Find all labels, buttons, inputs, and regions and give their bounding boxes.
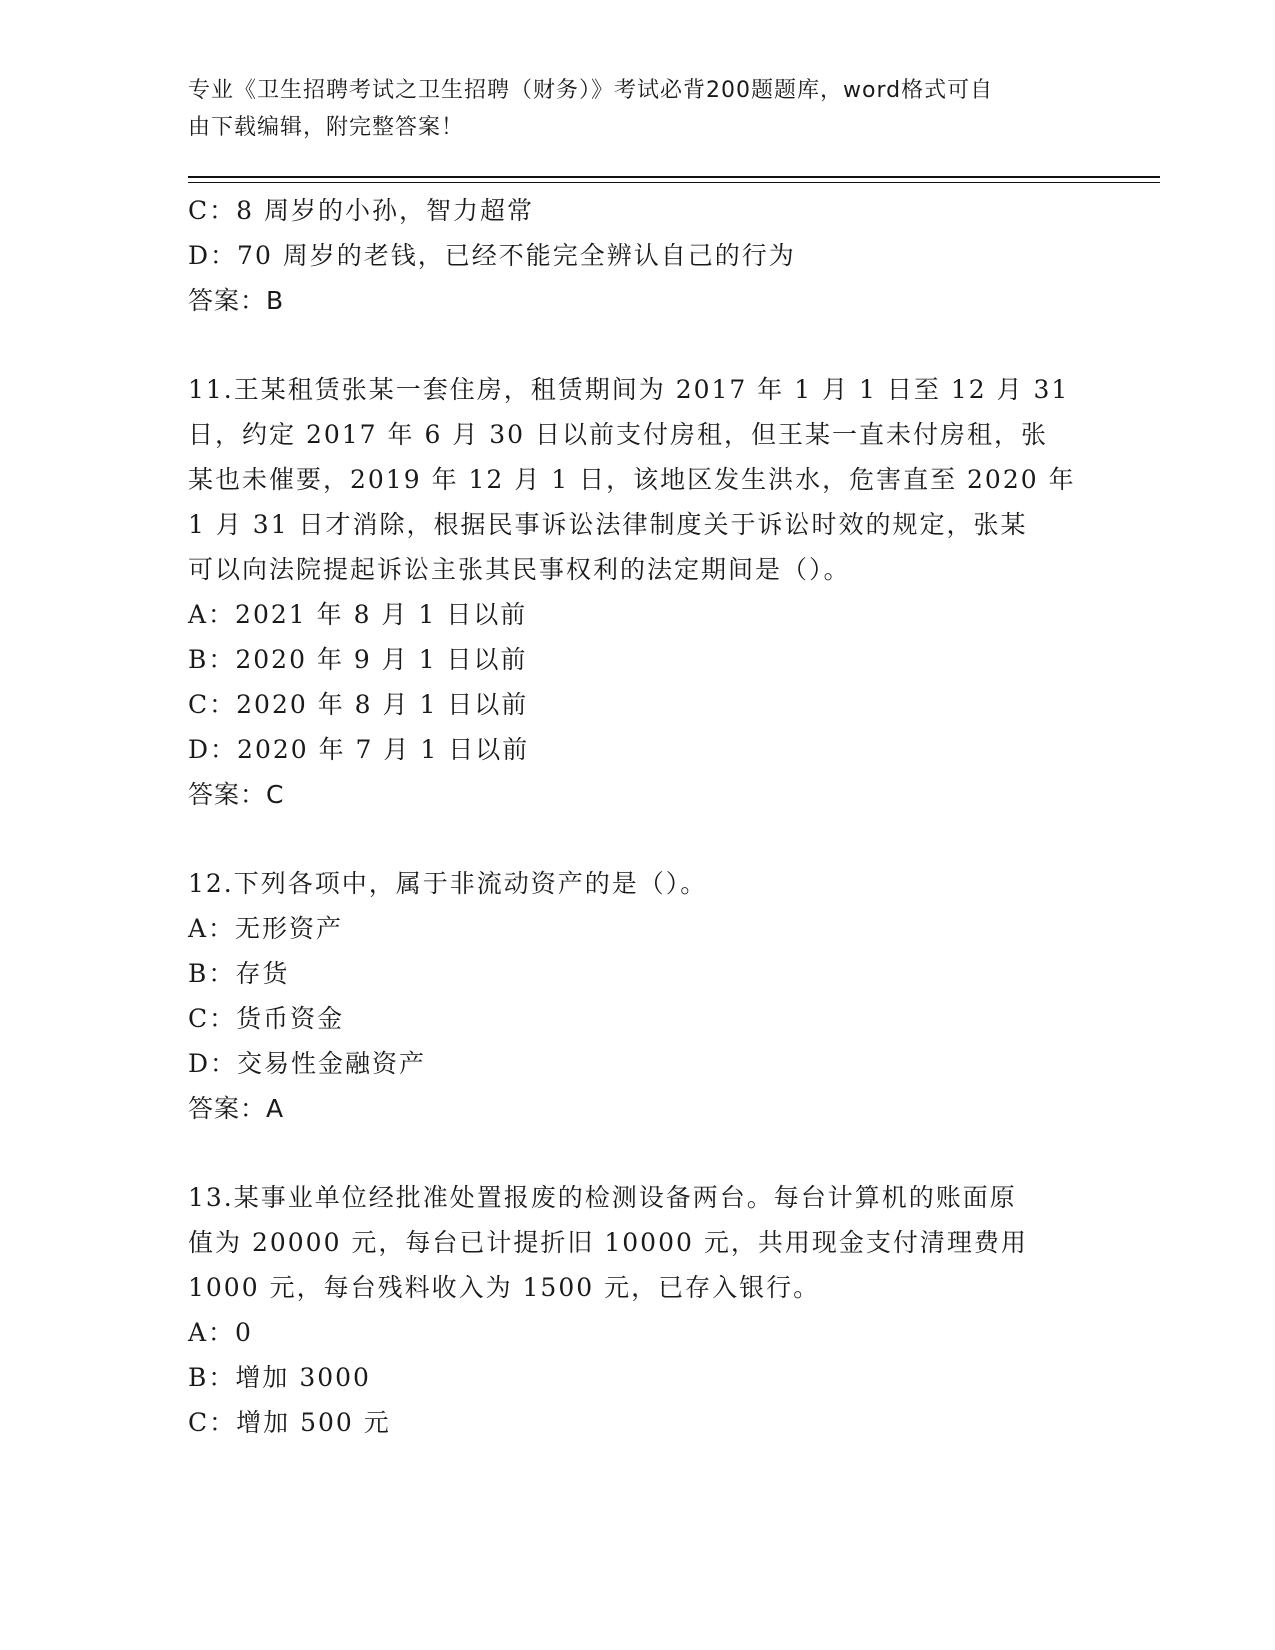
question-spacer (188, 817, 1068, 861)
question-text-line: 12.下列各项中，属于非流动资产的是（）。 (188, 869, 708, 898)
question-spacer (188, 323, 1068, 367)
option-c: C：增加 500 元 (188, 1408, 391, 1437)
header-line: 由下载编辑，附完整答案！ (188, 115, 465, 140)
option-a: A：0 (188, 1318, 253, 1347)
option-d: D：70 周岁的老钱，已经不能完全辨认自己的行为 (188, 241, 796, 270)
header-divider-thin (188, 182, 1160, 183)
question-10-tail (188, 188, 1068, 323)
option-a: A：2021 年 8 月 1 日以前 (188, 600, 528, 629)
question-text-line: 11.王某租赁张某一套住房，租赁期间为 2017 年 1 月 1 日至 12 月 31 (188, 375, 1070, 404)
option-b: B：存货 (188, 959, 290, 988)
answer-line: 答案：A (188, 1094, 285, 1123)
question-text-line: 某也未催要，2019 年 12 月 1 日，该地区发生洪水，危害直至 2020 年 (188, 465, 1076, 494)
question-spacer (188, 1131, 1068, 1175)
option-c: C：8 周岁的小孙，智力超常 (188, 196, 534, 225)
question-text-line: 可以向法院提起诉讼主张其民事权利的法定期间是（）。 (188, 555, 851, 584)
header-divider-thick (188, 176, 1160, 178)
question-list (188, 188, 1076, 1445)
option-c: C：货币资金 (188, 1004, 345, 1033)
option-b: B：2020 年 9 月 1 日以前 (188, 645, 528, 674)
header-line: 专业《卫生招聘考试之卫生招聘（财务）》考试必背200题题库，word格式可自 (188, 78, 994, 103)
question-12 (188, 861, 1068, 1131)
question-text-line: 1000 元，每台残料收入为 1500 元，已存入银行。 (188, 1273, 821, 1302)
question-text-line: 13.某事业单位经批准处置报废的检测设备两台。每台计算机的账面原 (188, 1183, 1017, 1212)
option-a: A：无形资产 (188, 914, 344, 943)
option-b: B：增加 3000 (188, 1363, 371, 1392)
question-11 (188, 367, 1076, 817)
question-text-line: 值为 20000 元，每台已计提折旧 10000 元，共用现金支付清理费用 (188, 1228, 1028, 1257)
option-d: D：交易性金融资产 (188, 1049, 427, 1078)
answer-line: 答案：B (188, 286, 285, 315)
option-d: D：2020 年 7 月 1 日以前 (188, 735, 530, 764)
document-header (188, 72, 1068, 146)
question-text-line: 日，约定 2017 年 6 月 30 日以前支付房租，但王某一直未付房租，张 (188, 420, 1049, 449)
answer-line: 答案：C (188, 780, 285, 809)
question-13 (188, 1175, 1068, 1445)
question-text-line: 1 月 31 日才消除，根据民事诉讼法律制度关于诉讼时效的规定，张某 (188, 510, 1028, 539)
option-c: C：2020 年 8 月 1 日以前 (188, 690, 529, 719)
